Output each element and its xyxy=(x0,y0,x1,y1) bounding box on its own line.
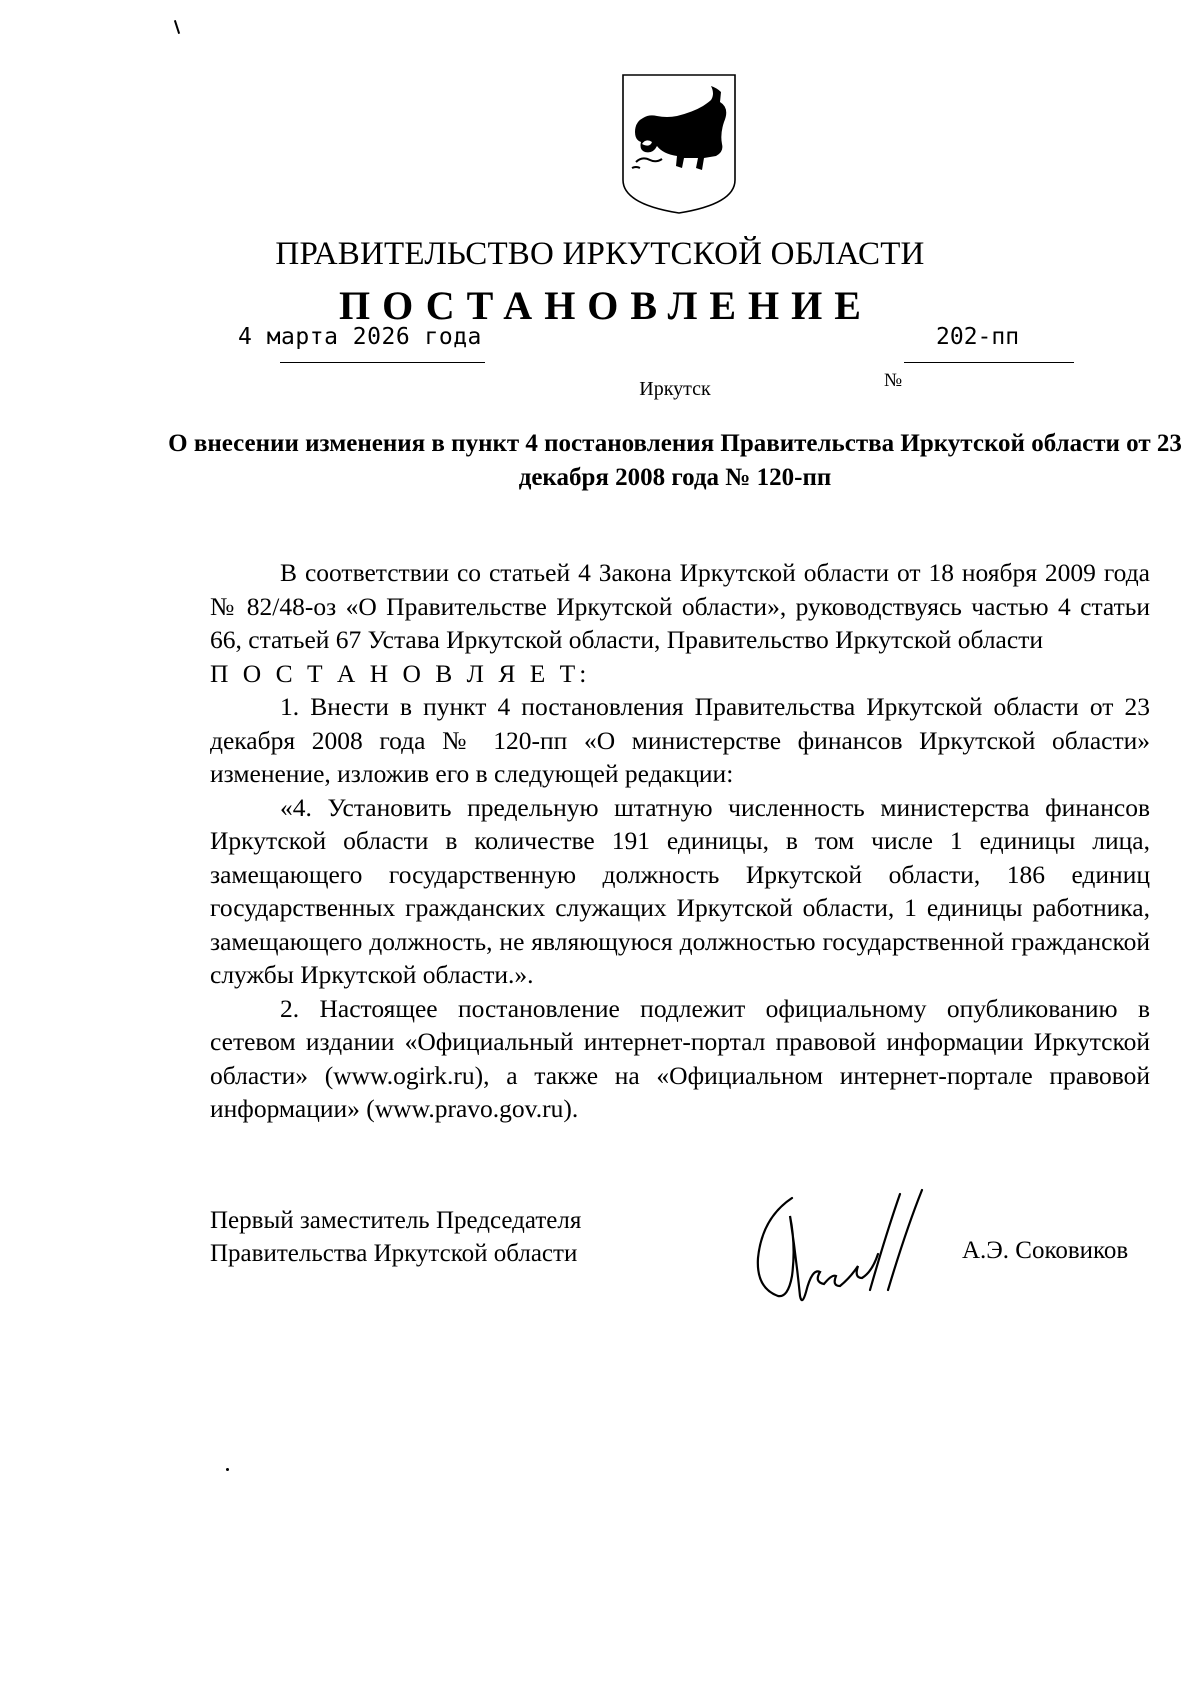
signer-title-line-2: Правительства Иркутской области xyxy=(210,1240,578,1267)
scan-mark xyxy=(174,20,180,34)
document-type: ПОСТАНОВЛЕНИЕ xyxy=(339,283,873,328)
item-1-quote-paragraph: «4. Установить предельную штатную численность министерства финансов Иркутской области в количестве 191 единицы, в том числе 1 единицы лица, замещающего государственную должность Иркутской области, 186 единиц государственных гражданских служащих Иркутской области, 1 единицы работника, замещающего должность, не являющуюся должностью государственной гражданской службы Иркутской области.». xyxy=(210,792,1150,989)
document-body xyxy=(210,556,1150,1126)
handwritten-signature xyxy=(752,1188,952,1310)
date-underline xyxy=(280,362,485,363)
number-underline xyxy=(904,362,1074,363)
number-sign: № xyxy=(884,370,903,391)
document-number: 202-пп xyxy=(936,324,1020,350)
preamble-paragraph: В соответствии со статьей 4 Закона Иркутской области от 18 ноября 2009 года № 82/48-оз «О Правительстве Иркутской области», руководствуясь частью 4 статьи 66, статьей 67 Устава Иркутской области, Правительство Иркутской области xyxy=(210,558,1150,654)
signer-name: А.Э. Соковиков xyxy=(962,1237,1129,1264)
signer-title-line-1: Первый заместитель Председателя xyxy=(210,1207,582,1234)
scan-dot xyxy=(226,1468,229,1471)
government-title: ПРАВИТЕЛЬСТВО ИРКУТСКОЙ ОБЛАСТИ xyxy=(275,236,925,272)
document-heading: О внесении изменения в пункт 4 постановления Правительства Иркутской области от 23 декабря 2008 года № 120-пп xyxy=(168,430,1182,491)
signer-title xyxy=(210,1204,581,1270)
decree-word: П О С Т А Н О В Л Я Е Т: xyxy=(210,658,591,688)
item-1-paragraph: 1. Внести в пункт 4 постановления Правительства Иркутской области от 23 декабря 2008 года № 120-пп «О министерстве финансов Иркутской области» изменение, изложив его в следующей редакции: xyxy=(210,692,1150,788)
item-2-paragraph: 2. Настоящее постановление подлежит официальному опубликованию в сетевом издании «Официальный интернет-портал правовой информации Иркутской области» (www.ogirk.ru), а также на «Официальном интернет-портале правовой информации» (www.pravo.gov.ru). xyxy=(210,993,1150,1123)
irkutsk-coat-of-arms-icon xyxy=(620,72,738,216)
document-date: 4 марта 2026 года xyxy=(238,324,482,350)
document-city: Иркутск xyxy=(639,378,711,400)
